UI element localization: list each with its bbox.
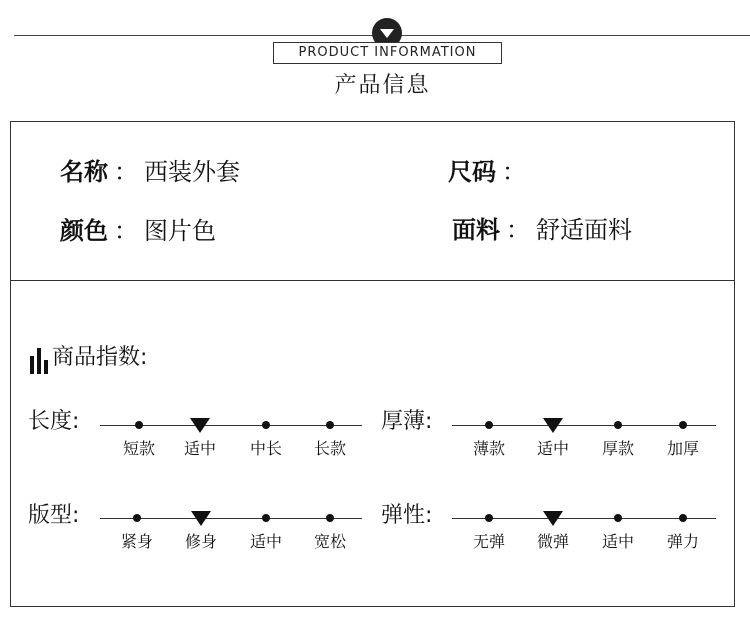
scale-marker-elasticity (543, 511, 563, 526)
frame-divider (10, 280, 735, 281)
scale-option-fit: 宽松 (313, 532, 346, 551)
scale-dot-thickness (679, 421, 687, 429)
scale-option-fit: 紧身 (120, 532, 153, 551)
scale-dot-thickness (485, 421, 493, 429)
scale-option-length: 中长 (249, 439, 282, 458)
spec-color (60, 216, 216, 246)
scale-dot-length (326, 421, 334, 429)
scale-option-fit: 适中 (249, 532, 282, 551)
scale-option-thickness: 厚款 (601, 439, 634, 458)
scale-option-thickness: 适中 (536, 439, 569, 458)
scale-dot-fit (133, 514, 141, 522)
spec-fabric-value: 舒适面料 (536, 216, 632, 244)
spec-fabric-sep: ： (506, 216, 530, 244)
scale-option-thickness: 薄款 (472, 439, 505, 458)
spec-fabric (452, 215, 632, 245)
scale-option-length: 短款 (122, 439, 155, 458)
scale-marker-length (190, 418, 210, 433)
scale-label-fit: 版型: (28, 503, 80, 528)
scale-marker-fit (191, 511, 211, 526)
section-title-cn: 产品信息 (334, 73, 431, 98)
spec-color-label: 颜色 (60, 217, 108, 245)
scale-option-elasticity: 微弹 (536, 532, 569, 551)
scale-option-thickness: 加厚 (666, 439, 699, 458)
scale-dot-elasticity (614, 514, 622, 522)
spec-name-label: 名称 (60, 158, 108, 186)
scale-dot-elasticity (679, 514, 687, 522)
scale-dot-length (135, 421, 143, 429)
scale-option-elasticity: 弹力 (666, 532, 699, 551)
spec-fabric-label: 面料 (452, 216, 500, 244)
spec-size-label: 尺码 (448, 158, 496, 186)
scale-marker-thickness (543, 418, 563, 433)
product-index-title: 商品指数: (52, 345, 148, 370)
scale-dot-fit (262, 514, 270, 522)
spec-size-sep: ： (502, 158, 526, 186)
scale-label-elasticity: 弹性: (381, 503, 433, 528)
bar-chart-icon (30, 348, 48, 374)
scale-option-elasticity: 适中 (601, 532, 634, 551)
scale-dot-length (262, 421, 270, 429)
scale-option-elasticity: 无弹 (472, 532, 505, 551)
scale-dot-thickness (614, 421, 622, 429)
scale-dot-fit (326, 514, 334, 522)
scale-option-length: 适中 (183, 439, 216, 458)
section-title-en: PRODUCT INFORMATION (273, 42, 502, 64)
scale-label-length: 长度: (28, 409, 80, 434)
scale-dot-elasticity (485, 514, 493, 522)
spec-size (448, 157, 532, 187)
spec-name (60, 157, 240, 187)
spec-color-sep: ： (114, 217, 138, 245)
product-index-heading (30, 342, 147, 374)
spec-name-value: 西装外套 (144, 158, 240, 186)
scale-label-thickness: 厚薄: (381, 409, 433, 434)
scale-option-length: 长款 (313, 439, 346, 458)
spec-color-value: 图片色 (144, 217, 216, 245)
scale-option-fit: 修身 (184, 532, 217, 551)
spec-name-sep: ： (114, 158, 138, 186)
